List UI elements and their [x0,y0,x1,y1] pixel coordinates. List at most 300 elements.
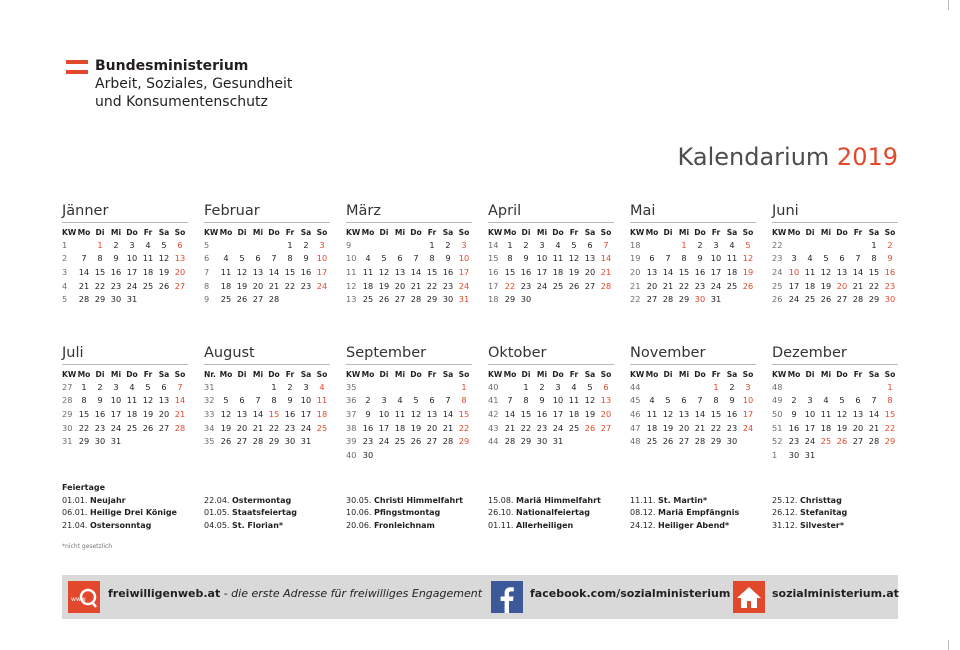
day-cell: 5 [239,253,245,264]
day-header: Mi [394,369,406,379]
month-name: August [204,345,330,365]
holiday-name: Nationalfeiertag [516,508,590,517]
holiday-date: 01.05. [204,508,230,517]
day-cell: 29 [268,436,280,447]
freiwilligenweb-url[interactable]: freiwilligenweb.at [108,587,221,600]
day-cell [644,238,660,252]
day-cell [314,434,330,448]
day-header: Mi [394,227,406,237]
day-cell: 22 [520,422,532,433]
day-cell: 11 [726,253,738,264]
week-number-header: KW [630,227,645,237]
day-cell [582,434,598,448]
day-cell: 20 [646,280,658,291]
day-cell: 4 [397,395,403,406]
week-number: 35 [204,436,215,447]
day-header: Mi [820,227,832,237]
day-header: So [174,227,186,237]
day-cell: 27 [836,294,848,305]
day-cell: 27 [252,294,264,305]
day-cell: 5 [381,253,387,264]
day-cell: 9 [697,253,703,264]
week-number: 15 [488,253,499,264]
day-cell: 10 [788,266,800,277]
week-row [772,252,898,266]
week-number-header: KW [346,227,361,237]
day-cell: 10 [316,253,328,264]
holiday-date: 26.12. [772,508,798,517]
day-cell: 16 [442,266,454,277]
day-cell: 6 [649,253,655,264]
day-cell: 29 [868,294,880,305]
day-header: Fr [427,369,437,379]
day-header: So [458,369,470,379]
week-number: 19 [630,253,641,264]
day-cell: 30 [520,294,532,305]
day-header: Fr [143,227,153,237]
week-number: 27 [62,381,73,392]
week-row [630,265,756,279]
day-cell: 14 [268,266,280,277]
week-number: 39 [346,436,357,447]
site-link[interactable]: sozialministerium.at [772,587,899,600]
day-header: Mi [252,369,264,379]
day-cell: 23 [884,280,896,291]
day-header: Di [237,227,247,237]
holiday-entry [488,495,601,508]
day-cell [140,292,156,306]
day-cell: 21 [504,422,516,433]
week-number: 45 [630,395,641,406]
day-cell: 29 [710,436,722,447]
day-cell: 11 [394,408,406,419]
day-cell [250,380,266,394]
month-table [204,226,330,306]
brand-line-1: Bundesministerium [95,58,249,74]
day-cell [408,380,424,394]
holiday-name: Stefanitag [800,508,848,517]
month-name: Dezember [772,345,898,365]
day-cell: 22 [458,422,470,433]
day-cell: 29 [678,294,690,305]
month-name: April [488,203,614,223]
week-number-header: KW [772,227,787,237]
facebook-link[interactable]: facebook.com/sozialministerium [530,587,731,600]
holiday-name: Heilige Drei Könige [90,508,177,517]
day-cell: 21 [600,266,612,277]
austria-flag-icon [66,60,88,74]
day-cell: 22 [284,280,296,291]
day-cell: 17 [742,408,754,419]
day-cell: 8 [523,395,529,406]
day-cell: 27 [584,280,596,291]
holiday-name: St. Martin* [658,495,708,505]
week-number: 40 [488,381,499,392]
week-row [204,238,330,252]
week-row [772,238,898,252]
week-row [346,292,472,306]
day-cell: 17 [788,280,800,291]
day-cell: 11 [142,253,154,264]
day-cell: 29 [520,436,532,447]
day-cell: 8 [461,395,467,406]
day-cell: 15 [520,408,532,419]
day-cell: 20 [158,408,170,419]
day-cell: 25 [804,294,816,305]
day-cell: 18 [394,422,406,433]
day-cell: 16 [726,408,738,419]
day-cell [502,380,518,394]
week-row [488,421,614,435]
day-cell: 18 [568,408,580,419]
month-name: Juni [772,203,898,223]
day-cell [534,292,550,306]
week-row [630,252,756,266]
day-cell: 29 [884,436,896,447]
day-cell: 7 [697,395,703,406]
week-row [204,252,330,266]
holiday-entry [204,507,297,520]
day-header: Sa [726,369,738,379]
week-number: 9 [204,294,210,305]
day-cell: 31 [710,294,722,305]
day-cell: 23 [694,280,706,291]
day-cell: 25 [394,436,406,447]
day-cell: 5 [571,239,577,250]
day-cell: 15 [78,408,90,419]
day-cell [76,238,92,252]
day-cell: 9 [97,395,103,406]
day-cell: 9 [791,408,797,419]
day-cell: 27 [174,280,186,291]
day-cell [786,380,802,394]
day-cell: 3 [745,381,751,392]
day-cell: 28 [662,294,674,305]
day-cell: 1 [523,381,529,392]
week-number: 34 [204,422,215,433]
day-cell: 26 [236,294,248,305]
day-cell: 15 [94,266,106,277]
day-cell: 15 [678,266,690,277]
holiday-entry [630,520,739,533]
day-cell: 10 [804,408,816,419]
day-cell: 28 [252,436,264,447]
day-cell: 26 [220,436,232,447]
day-cell: 7 [665,253,671,264]
week-row [62,421,188,435]
holiday-column-5 [630,495,739,533]
week-number: 4 [62,280,68,291]
day-header: Mo [503,227,517,237]
week-number: 9 [346,239,352,250]
day-header: Di [805,369,815,379]
week-number: 48 [772,381,783,392]
day-cell [850,448,866,462]
day-cell: 20 [174,266,186,277]
day-cell: 23 [536,422,548,433]
day-cell: 28 [600,280,612,291]
month-5 [772,203,898,306]
crop-mark [948,0,949,10]
day-cell: 18 [316,408,328,419]
day-cell: 15 [884,408,896,419]
day-cell: 23 [94,422,106,433]
holiday-name: Mariä Himmelfahrt [516,495,601,505]
day-cell: 20 [600,408,612,419]
day-cell [218,238,234,252]
month-6 [62,345,188,448]
day-cell [566,292,582,306]
day-cell: 30 [362,449,374,460]
day-cell: 15 [868,266,880,277]
week-number-header: KW [346,369,361,379]
day-header: Mi [678,369,690,379]
day-header: Sa [726,227,738,237]
week-row [488,394,614,408]
day-cell: 1 [271,381,277,392]
day-cell: 12 [236,266,248,277]
calendar-title [678,143,898,171]
day-header: Di [521,227,531,237]
day-header: So [316,227,328,237]
day-cell [440,380,456,394]
month-3 [488,203,614,306]
week-row [346,265,472,279]
day-cell: 10 [300,395,312,406]
day-header: Mi [820,369,832,379]
day-cell: 30 [284,436,296,447]
day-cell [298,292,314,306]
day-cell: 4 [649,395,655,406]
holiday-date: 08.12. [630,508,656,517]
day-cell: 21 [442,422,454,433]
week-number: 12 [346,280,357,291]
day-cell: 30 [884,294,896,305]
day-cell: 3 [555,381,561,392]
day-header: Do [694,227,706,237]
day-cell: 16 [110,266,122,277]
holiday-entry [204,495,297,508]
day-cell: 2 [697,239,703,250]
week-row [204,434,330,448]
day-cell: 14 [868,408,880,419]
day-header: Do [552,369,564,379]
day-header: Do [694,369,706,379]
day-cell: 30 [94,436,106,447]
day-cell: 4 [823,395,829,406]
day-cell: 9 [887,253,893,264]
day-cell: 8 [713,395,719,406]
holiday-name: Ostermontag [232,495,292,505]
day-cell: 3 [791,253,797,264]
day-header: Mo [503,369,517,379]
day-cell: 18 [220,280,232,291]
day-cell: 9 [113,253,119,264]
facebook-icon[interactable] [491,581,523,613]
day-cell: 22 [94,280,106,291]
week-number: 10 [346,253,357,264]
day-cell: 13 [600,395,612,406]
day-cell: 14 [504,408,516,419]
month-table [62,368,188,448]
day-header: Do [126,227,138,237]
day-cell: 21 [868,422,880,433]
holiday-name: Heiliger Abend* [658,520,730,530]
day-header: Sa [300,227,312,237]
month-table [346,226,472,306]
day-header: Mo [219,369,233,379]
day-cell: 1 [81,381,87,392]
day-cell [392,380,408,394]
day-cell: 7 [445,395,451,406]
week-row [346,279,472,293]
day-cell [660,380,676,394]
week-row [772,434,898,448]
day-cell: 2 [887,239,893,250]
week-row [772,421,898,435]
holiday-entry [204,520,297,533]
day-cell: 10 [742,395,754,406]
day-cell: 11 [362,266,374,277]
holiday-column-6 [772,495,847,533]
holiday-name: Ostersonntag [90,520,152,530]
week-number-header: KW [488,227,503,237]
day-cell: 26 [836,436,848,447]
day-cell: 26 [378,294,390,305]
holiday-date: 01.01. [62,495,88,505]
week-row [772,394,898,408]
week-number: 22 [772,239,783,250]
holiday-date: 20.06. [346,520,372,530]
week-number: 33 [204,408,215,419]
day-cell [408,238,424,252]
day-cell: 15 [284,266,296,277]
week-row [346,394,472,408]
day-header: Do [410,369,422,379]
day-cell: 5 [223,395,229,406]
freiwilligenweb-link[interactable] [108,587,482,600]
week-row [62,434,188,448]
holiday-column-2 [204,495,297,533]
month-table [488,368,614,448]
day-cell: 17 [804,422,816,433]
week-row [62,380,188,394]
day-cell: 24 [552,422,564,433]
day-cell [376,380,392,394]
week-row [346,407,472,421]
day-cell: 14 [852,266,864,277]
day-cell: 28 [694,436,706,447]
day-cell: 19 [236,280,248,291]
day-cell [866,448,882,462]
day-cell: 31 [300,436,312,447]
week-row [488,252,614,266]
day-cell: 24 [378,436,390,447]
day-header: Fr [711,369,721,379]
day-header: Mi [536,369,548,379]
day-cell: 24 [804,436,816,447]
day-cell: 10 [552,395,564,406]
day-cell: 4 [129,381,135,392]
holidays-heading: Feiertage [62,483,106,492]
day-header: Mo [77,369,91,379]
week-number-header: KW [62,227,77,237]
day-cell [676,380,692,394]
day-header: So [884,227,896,237]
day-cell: 24 [458,280,470,291]
holiday-name: Christtag [800,495,842,505]
week-number: 28 [62,395,73,406]
day-cell: 20 [236,422,248,433]
day-cell: 20 [836,280,848,291]
day-cell: 17 [458,266,470,277]
week-number: 16 [488,266,499,277]
month-1 [204,203,330,306]
day-cell [314,292,330,306]
day-cell: 5 [745,239,751,250]
week-row [346,448,472,462]
day-header: So [458,227,470,237]
day-cell: 14 [410,266,422,277]
day-header: Do [836,227,848,237]
day-header: Do [268,227,280,237]
day-cell: 25 [220,294,232,305]
day-cell: 12 [142,395,154,406]
freiwilligenweb-tagline: - die erste Adresse für freiwilliges Engagement [220,587,483,600]
day-cell: 14 [600,253,612,264]
day-cell: 6 [255,253,261,264]
week-row [62,394,188,408]
week-row [630,421,756,435]
day-cell: 17 [536,266,548,277]
month-0 [62,203,188,306]
day-header: Di [379,369,389,379]
day-cell: 5 [823,253,829,264]
week-number: 50 [772,408,783,419]
day-cell: 6 [177,239,183,250]
day-cell: 28 [442,436,454,447]
day-header: Sa [158,369,170,379]
day-cell: 12 [220,408,232,419]
week-number: 43 [488,422,499,433]
holiday-name: Allerheiligen [516,520,574,530]
day-cell: 3 [461,239,467,250]
day-cell: 13 [252,266,264,277]
day-cell: 4 [807,253,813,264]
day-cell: 11 [568,395,580,406]
day-cell: 8 [681,253,687,264]
day-cell [424,448,440,462]
week-number: 18 [488,294,499,305]
week-number: 36 [346,395,357,406]
day-header: Fr [711,227,721,237]
holiday-entry [630,507,739,520]
day-cell: 24 [316,280,328,291]
day-cell [424,380,440,394]
day-cell: 5 [145,381,151,392]
day-cell: 21 [268,280,280,291]
day-cell: 23 [442,280,454,291]
home-icon[interactable] [733,581,765,613]
week-row [346,421,472,435]
day-cell: 12 [378,266,390,277]
month-7 [204,345,330,448]
day-cell: 27 [236,436,248,447]
week-number: 26 [772,294,783,305]
day-cell: 8 [271,395,277,406]
day-cell: 19 [158,266,170,277]
day-cell: 9 [303,253,309,264]
